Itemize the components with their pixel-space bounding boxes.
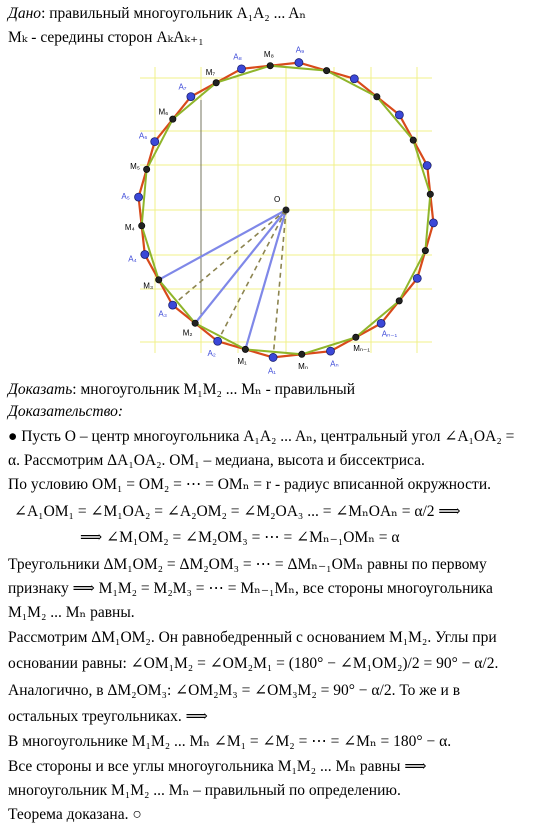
midpoints-definition: Mₖ - середины сторон AₖAₖ₊₁ — [8, 29, 204, 46]
midpoint-point — [374, 94, 380, 100]
prove-line — [8, 380, 355, 400]
vertex-label: A₉ — [295, 45, 305, 55]
radius-line — [159, 210, 286, 280]
center-label: O — [274, 195, 281, 204]
proof-line-2: α. Рассмотрим ΔA₁OA₂. OM₁ – медиана, высота и биссектриса. — [8, 452, 425, 469]
proof-line-9: Рассмотрим ΔM₁OM₂. Он равнобедренный с основанием M₁M₂. Углы при — [8, 629, 497, 646]
proof-line-16: Теорема доказана. ○ — [8, 806, 142, 823]
vertex-point — [187, 93, 195, 101]
midpoint-point — [427, 191, 433, 197]
vertex-point — [295, 59, 303, 67]
vertex-point — [413, 274, 421, 282]
midpoint-label: M₄ — [124, 223, 135, 233]
vertex-point — [169, 301, 177, 309]
proof-line-7: признаку ⟹ M₁M₂ = M₂M₃ = ⋯ = Mₙ₋₁Mₙ, все стороны многоугольника — [8, 580, 493, 597]
midpoint-label: M₅ — [130, 162, 141, 171]
radius-line — [245, 210, 286, 349]
midpoint-point — [213, 80, 219, 86]
polygon-figure — [0, 45, 550, 376]
given-line — [8, 4, 306, 24]
vertex-point — [151, 138, 159, 146]
vertex-point — [237, 65, 245, 73]
midpoint-point — [139, 223, 145, 229]
vertex-point — [350, 75, 358, 83]
proof-line-11: Аналогично, в ΔM₂OM₃: ∠OM₂M₃ = ∠OM₃M₂ = 90° − α/2. То же и в — [8, 682, 461, 699]
proof-heading: Доказательство: — [8, 403, 124, 420]
vertex-label: A₄ — [128, 254, 137, 264]
proof-line-15: многоугольник M₁M₂ ... Mₙ – правильный по определению. — [8, 782, 401, 799]
midpoint-point — [170, 116, 176, 122]
vertex-point — [269, 353, 277, 361]
midpoint-label: Mₙ — [298, 362, 309, 372]
proof-line-10: основании равны: ∠OM₁M₂ = ∠OM₂M₁ = (180° − ∠M₁OM₂)/2 = 90° − α/2. — [8, 655, 499, 672]
proof-line-1: ● Пусть O – центр многоугольника A₁A₂ ... Aₙ, центральный угол ∠A₁OA₂ = — [8, 428, 515, 445]
vertex-label: A₆ — [138, 131, 148, 141]
vertex-point — [141, 251, 149, 259]
midpoint-point — [192, 320, 198, 326]
proof-line-8: M₁M₂ ... Mₙ равны. — [8, 604, 135, 621]
radius-line — [195, 210, 286, 323]
midpoint-point — [299, 351, 305, 357]
vertex-point — [423, 161, 431, 169]
vertex-label: A₈ — [233, 52, 242, 62]
midpoint-point — [242, 346, 248, 352]
midpoint-point — [410, 137, 416, 143]
vertex-label: A₇ — [178, 82, 187, 92]
proof-line-13: В многоугольнике M₁M₂ ... Mₙ ∠M₁ = ∠M₂ = ⋯ = ∠Mₙ = 180° − α. — [8, 733, 452, 750]
midpoint-point — [422, 247, 428, 253]
proof-line-6: Треугольники ΔM₁OM₂ = ΔM₂OM₃ = ⋯ = ΔMₙ₋₁OMₙ равны по первому — [8, 556, 487, 573]
prove-label: Доказать — [8, 381, 73, 398]
midpoint-point — [143, 166, 149, 172]
proof-line-14: Все стороны и все углы многоугольника M₁M₂ ... Mₙ равны ⟹ — [8, 758, 427, 775]
proof-line-4: ∠A₁OM₁ = ∠M₁OA₂ = ∠A₂OM₂ = ∠M₂OA₃ ... = ∠MₙOAₙ = α/2 ⟹ — [14, 503, 461, 520]
midpoint-label: M₇ — [205, 68, 216, 78]
midpoint-point — [396, 298, 402, 304]
midpoint-label: M₆ — [158, 107, 169, 117]
midpoint-label: M₃ — [143, 281, 154, 291]
proof-line-3: По условию OM₁ = OM₂ = ⋯ = OMₙ = r - радиус вписанной окружности. — [8, 476, 491, 493]
vertex-point — [377, 319, 385, 327]
midpoint-point — [323, 67, 329, 73]
midpoint-label: M₈ — [263, 49, 274, 59]
midpoint-label: M₂ — [182, 328, 193, 338]
vertex-label: Aₙ — [330, 359, 339, 369]
given-text: : правильный многоугольник A₁A₂ ... Aₙ — [41, 5, 307, 22]
prove-text: : многоугольник M₁M₂ ... Mₙ - правильный — [72, 381, 356, 398]
proof-line-5: ⟹ ∠M₁OM₂ = ∠M₂OM₃ = ⋯ = ∠Mₙ₋₁OMₙ = α — [80, 529, 400, 546]
midpoint-point — [267, 63, 273, 69]
proof-line-12: остальных треугольниках. ⟹ — [8, 708, 208, 725]
vertex-label: Aₙ₋₁ — [381, 329, 398, 339]
auxiliary-lines — [159, 100, 286, 357]
vertex-point — [327, 347, 335, 355]
vertex-point — [395, 111, 403, 119]
dashed-radius — [173, 210, 286, 305]
midpoint-label: Mₙ₋₁ — [353, 343, 370, 353]
vertex-label: A₃ — [158, 309, 167, 319]
vertex-point — [429, 219, 437, 227]
vertex-label: A₅ — [121, 192, 130, 201]
midpoint-point — [353, 334, 359, 340]
midpoint-point — [156, 277, 162, 283]
midpoint-label: M₁ — [237, 356, 247, 366]
center-point — [283, 207, 290, 214]
vertex-label: A₁ — [267, 366, 277, 376]
vertex-point — [214, 337, 222, 345]
vertex-label: A₂ — [207, 348, 216, 358]
given-label: Дано — [8, 5, 42, 22]
vertex-point — [135, 193, 143, 201]
